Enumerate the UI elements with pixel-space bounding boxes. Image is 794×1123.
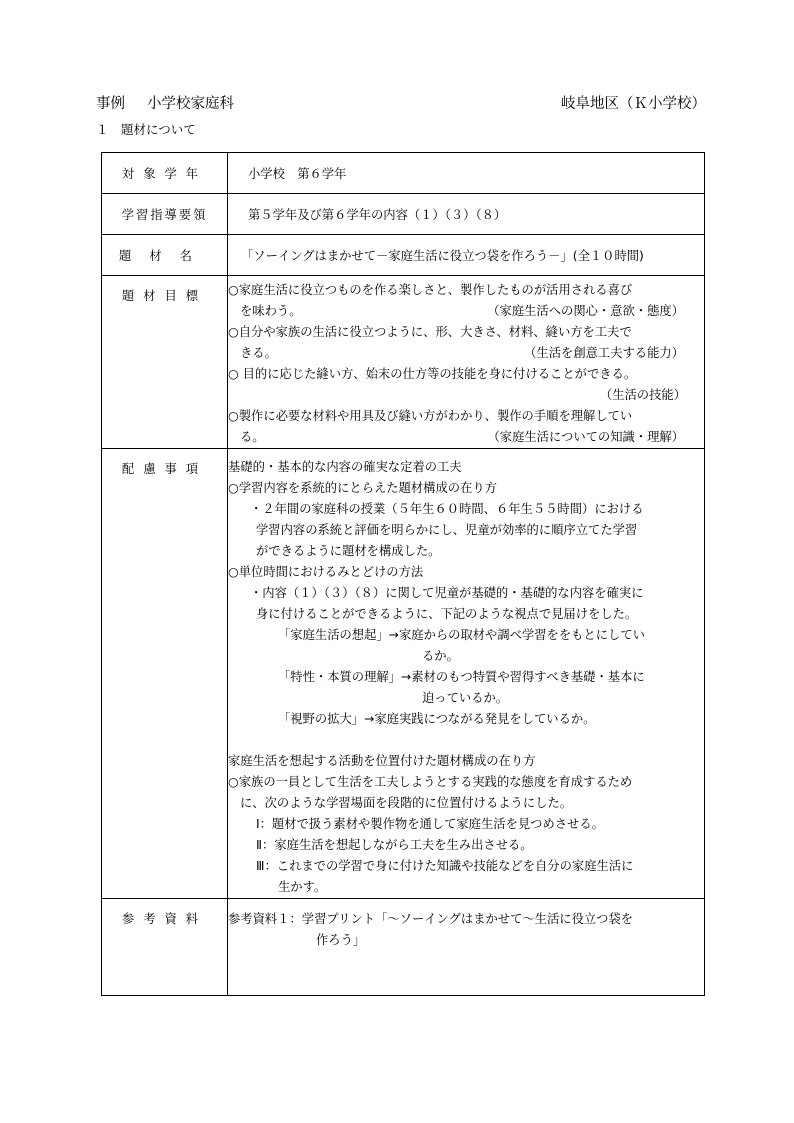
- consideration-line: Ⅲ：これまでの学習で身に付けた知識や技能などを自分の家庭生活に: [256, 859, 634, 873]
- document-header: [96, 92, 706, 116]
- topic-table: [101, 152, 705, 996]
- consideration-line: ○単位時間におけるみとどけの方法: [228, 565, 424, 579]
- guideline-label: 学習指導要領: [102, 194, 228, 235]
- references-content: [228, 899, 705, 996]
- goal-2-aspect: （生活を創意工夫する能力）: [524, 346, 684, 360]
- goal-2-text-b: きる。: [240, 346, 277, 360]
- section-title: １ 題材について: [96, 122, 196, 137]
- table-row-references: [102, 899, 705, 996]
- grade-value: 小学校 第６学年: [228, 153, 705, 194]
- considerations-content: [228, 449, 705, 899]
- consideration-line: ・２年間の家庭科の授業（５年生６０時間、６年生５５時間）における: [250, 502, 644, 516]
- consideration-line: ができるように題材を構成した。: [256, 544, 441, 558]
- topic-label: 題材名: [102, 235, 228, 276]
- goal-2-line-a: ○自分や家族の生活に役立つように、形、大きさ、材料、縫い方を工夫で: [228, 325, 632, 339]
- consideration-line: るか。: [422, 649, 459, 663]
- references-label: 参考資料: [102, 899, 228, 996]
- consideration-line: 生かす。: [278, 880, 327, 894]
- goal-2-line-b: [228, 343, 704, 364]
- goal-4-line-b: [228, 427, 704, 448]
- example-label: 事例: [96, 96, 125, 112]
- guideline-value: 第５学年及び第６学年の内容（１）（３）（８）: [228, 194, 705, 235]
- consideration-line: ○学習内容を系統的にとらえた題材構成の在り方: [228, 481, 497, 495]
- goal-1-aspect: （家庭生活への関心・意欲・態度）: [487, 304, 684, 318]
- consideration-line: 基礎的・基本的な内容の確実な定着の工夫: [228, 460, 462, 474]
- grade-label: 対象学年: [102, 153, 228, 194]
- spacer: [228, 730, 704, 751]
- goal-4-line-a: ○製作に必要な材料や用具及び縫い方がわかり、製作の手順を理解してい: [228, 409, 633, 423]
- consideration-line: 学習内容の系統と評価を明らかにし、児童が効率的に順序立てた学習: [256, 523, 638, 537]
- table-row-topic: [102, 235, 705, 276]
- subject-label: 小学校家庭科: [147, 96, 234, 112]
- goal-4-aspect: （家庭生活についての知識・理解）: [487, 430, 684, 444]
- table-row-grade: [102, 153, 705, 194]
- consideration-line: ○家族の一員として生活を工夫しようとする実践的な態度を育成するため: [228, 775, 633, 789]
- table-row-considerations: [102, 449, 705, 899]
- table-row-goals: [102, 276, 705, 449]
- goal-3-line-a: ○ 目的に応じた縫い方、始末の仕方等の技能を身に付けることができる。: [228, 367, 637, 381]
- consideration-line: 家庭生活を想起する活動を位置付けた題材構成の在り方: [228, 754, 536, 768]
- consideration-line: Ⅰ：題材で扱う素材や製作物を通して家庭生活を見つめさせる。: [256, 817, 604, 831]
- consideration-line: 迫っているか。: [422, 691, 509, 705]
- consideration-line: 「特性・本質の理解」→素材のもつ特質や習得すべき基礎・基本に: [278, 670, 645, 684]
- consideration-line: 「家庭生活の想起」→家庭からの取材や調べ学習ををもとにしてい: [278, 628, 645, 642]
- consideration-line: 「視野の拡大」→家庭実践につながる発見をしているか。: [278, 712, 596, 726]
- header-left: [96, 92, 234, 113]
- consideration-line: Ⅱ：家庭生活を想起しながら工夫を生み出させる。: [256, 838, 533, 852]
- goal-3-aspect: （生活の技能）: [599, 388, 686, 402]
- goal-1-line-b: [228, 301, 704, 322]
- reference-line: 参考資料１：学習プリント「～ソーイングはまかせて～生活に役立つ袋を: [228, 912, 634, 926]
- goal-4-text-b: る。: [240, 430, 265, 444]
- goals-label: 題材目標: [102, 276, 228, 449]
- goal-1-text-b: を味わう。: [240, 304, 302, 318]
- reference-line: 作ろう」: [316, 933, 366, 947]
- goals-content: [228, 276, 705, 449]
- consideration-line: 身に付けることができるように、下記のような視点で見届けをした。: [256, 607, 638, 621]
- region-label: 岐阜地区（Ｋ小学校）: [561, 96, 706, 112]
- goal-1-line-a: ○家庭生活に役立つものを作る楽しさと、製作したものが活用される喜び: [228, 283, 633, 297]
- considerations-label: 配慮事項: [102, 449, 228, 899]
- topic-value: 「ソーイングはまかせて－家庭生活に役立つ袋を作ろう－」(全１０時間): [228, 235, 705, 276]
- consideration-line: ・内容（１）（３）（８）に関して児童が基礎的・基礎的な内容を確実に: [250, 586, 644, 600]
- table-row-guideline: [102, 194, 705, 235]
- consideration-line: に、次のような学習場面を段階的に位置付けるようにした。: [240, 796, 573, 810]
